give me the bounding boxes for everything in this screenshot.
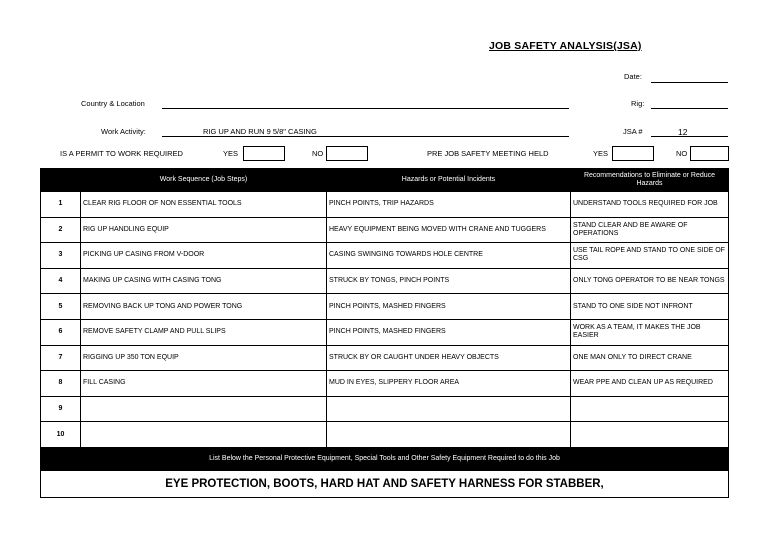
work-activity-field[interactable] xyxy=(162,136,569,137)
meeting-label: PRE JOB SAFETY MEETING HELD xyxy=(427,149,549,158)
row-step[interactable]: CLEAR RIG FLOOR OF NON ESSENTIAL TOOLS xyxy=(81,192,327,218)
table-row xyxy=(41,422,729,448)
permit-yes-label: YES xyxy=(223,149,239,158)
permit-no-label: NO xyxy=(312,149,324,158)
row-number: 1 xyxy=(41,192,81,218)
row-hazard[interactable]: MUD IN EYES, SLIPPERY FLOOR AREA xyxy=(327,371,571,397)
table-header-row xyxy=(41,169,729,192)
ppe-value[interactable]: EYE PROTECTION, BOOTS, HARD HAT AND SAFETY HARNESS FOR STABBER, xyxy=(41,470,729,497)
meeting-yes-box[interactable] xyxy=(612,146,654,161)
table-row xyxy=(41,192,729,218)
row-recommendation[interactable]: WORK AS A TEAM, IT MAKES THE JOB EASIER xyxy=(571,319,729,345)
row-number: 5 xyxy=(41,294,81,320)
row-step[interactable]: REMOVING BACK UP TONG AND POWER TONG xyxy=(81,294,327,320)
row-number: 10 xyxy=(41,422,81,448)
table-row xyxy=(41,268,729,294)
table-row xyxy=(41,371,729,397)
row-recommendation[interactable] xyxy=(571,396,729,422)
row-step[interactable] xyxy=(81,422,327,448)
row-step[interactable]: RIGGING UP 350 TON EQUIP xyxy=(81,345,327,371)
table-row xyxy=(41,217,729,243)
ppe-heading: List Below the Personal Protective Equipment, Special Tools and Other Safety Equipment Required to do this Job xyxy=(41,447,729,470)
row-hazard[interactable]: CASING SWINGING TOWARDS HOLE CENTRE xyxy=(327,243,571,269)
rig-label: Rig: xyxy=(631,99,645,108)
meeting-yes-label: YES xyxy=(593,149,609,158)
row-recommendation[interactable]: STAND CLEAR AND BE AWARE OF OPERATIONS xyxy=(571,217,729,243)
jsa-number-label: JSA # xyxy=(623,127,643,136)
meeting-no-label: NO xyxy=(676,149,688,158)
row-recommendation[interactable]: ONE MAN ONLY TO DIRECT CRANE xyxy=(571,345,729,371)
row-step[interactable] xyxy=(81,396,327,422)
row-number: 2 xyxy=(41,217,81,243)
document-title: JOB SAFETY ANALYSIS(JSA) xyxy=(489,40,642,52)
country-location-field[interactable] xyxy=(162,108,569,109)
row-recommendation[interactable]: ONLY TONG OPERATOR TO BE NEAR TONGS xyxy=(571,268,729,294)
jsa-number-field[interactable] xyxy=(651,136,728,137)
row-hazard[interactable]: STRUCK BY TONGS, PINCH POINTS xyxy=(327,268,571,294)
row-hazard[interactable] xyxy=(327,422,571,448)
row-step[interactable]: REMOVE SAFETY CLAMP AND PULL SLIPS xyxy=(81,319,327,345)
table-row xyxy=(41,243,729,269)
jsa-number-value: 12 xyxy=(678,127,688,137)
header-work-sequence: Work Sequence (Job Steps) xyxy=(81,169,327,192)
row-hazard[interactable] xyxy=(327,396,571,422)
permit-yes-box[interactable] xyxy=(243,146,285,161)
row-hazard[interactable]: PINCH POINTS, MASHED FINGERS xyxy=(327,319,571,345)
table-row xyxy=(41,294,729,320)
row-number: 9 xyxy=(41,396,81,422)
row-recommendation[interactable]: UNDERSTAND TOOLS REQUIRED FOR JOB xyxy=(571,192,729,218)
country-location-label: Country & Location xyxy=(81,99,145,108)
row-step[interactable]: MAKING UP CASING WITH CASING TONG xyxy=(81,268,327,294)
ppe-heading-row xyxy=(41,447,729,470)
row-number: 7 xyxy=(41,345,81,371)
work-activity-label: Work Activity: xyxy=(101,127,146,136)
row-step[interactable]: PICKING UP CASING FROM V-DOOR xyxy=(81,243,327,269)
row-recommendation[interactable]: USE TAIL ROPE AND STAND TO ONE SIDE OF CSG xyxy=(571,243,729,269)
jsa-table xyxy=(40,168,729,498)
header-recommendations: Recommendations to Eliminate or Reduce Hazards xyxy=(571,169,729,192)
rig-field[interactable] xyxy=(651,108,728,109)
meeting-no-box[interactable] xyxy=(690,146,729,161)
work-activity-value: RIG UP AND RUN 9 5/8" CASING xyxy=(203,127,317,136)
header-hazards: Hazards or Potential Incidents xyxy=(327,169,571,192)
permit-label: IS A PERMIT TO WORK REQUIRED xyxy=(60,149,183,158)
row-number: 4 xyxy=(41,268,81,294)
row-recommendation[interactable] xyxy=(571,422,729,448)
row-hazard[interactable]: HEAVY EQUIPMENT BEING MOVED WITH CRANE AND TUGGERS xyxy=(327,217,571,243)
row-hazard[interactable]: PINCH POINTS, MASHED FINGERS xyxy=(327,294,571,320)
ppe-row xyxy=(41,470,729,497)
table-row xyxy=(41,319,729,345)
row-recommendation[interactable]: WEAR PPE AND CLEAN UP AS REQUIRED xyxy=(571,371,729,397)
row-step[interactable]: RIG UP HANDLING EQUIP xyxy=(81,217,327,243)
permit-no-box[interactable] xyxy=(326,146,368,161)
table-row xyxy=(41,345,729,371)
row-hazard[interactable]: PINCH POINTS, TRIP HAZARDS xyxy=(327,192,571,218)
header-number xyxy=(41,169,81,192)
row-number: 8 xyxy=(41,371,81,397)
row-hazard[interactable]: STRUCK BY OR CAUGHT UNDER HEAVY OBJECTS xyxy=(327,345,571,371)
row-number: 6 xyxy=(41,319,81,345)
row-recommendation[interactable]: STAND TO ONE SIDE NOT INFRONT xyxy=(571,294,729,320)
date-field[interactable] xyxy=(651,82,728,83)
table-row xyxy=(41,396,729,422)
date-label: Date: xyxy=(624,72,642,81)
row-step[interactable]: FILL CASING xyxy=(81,371,327,397)
row-number: 3 xyxy=(41,243,81,269)
